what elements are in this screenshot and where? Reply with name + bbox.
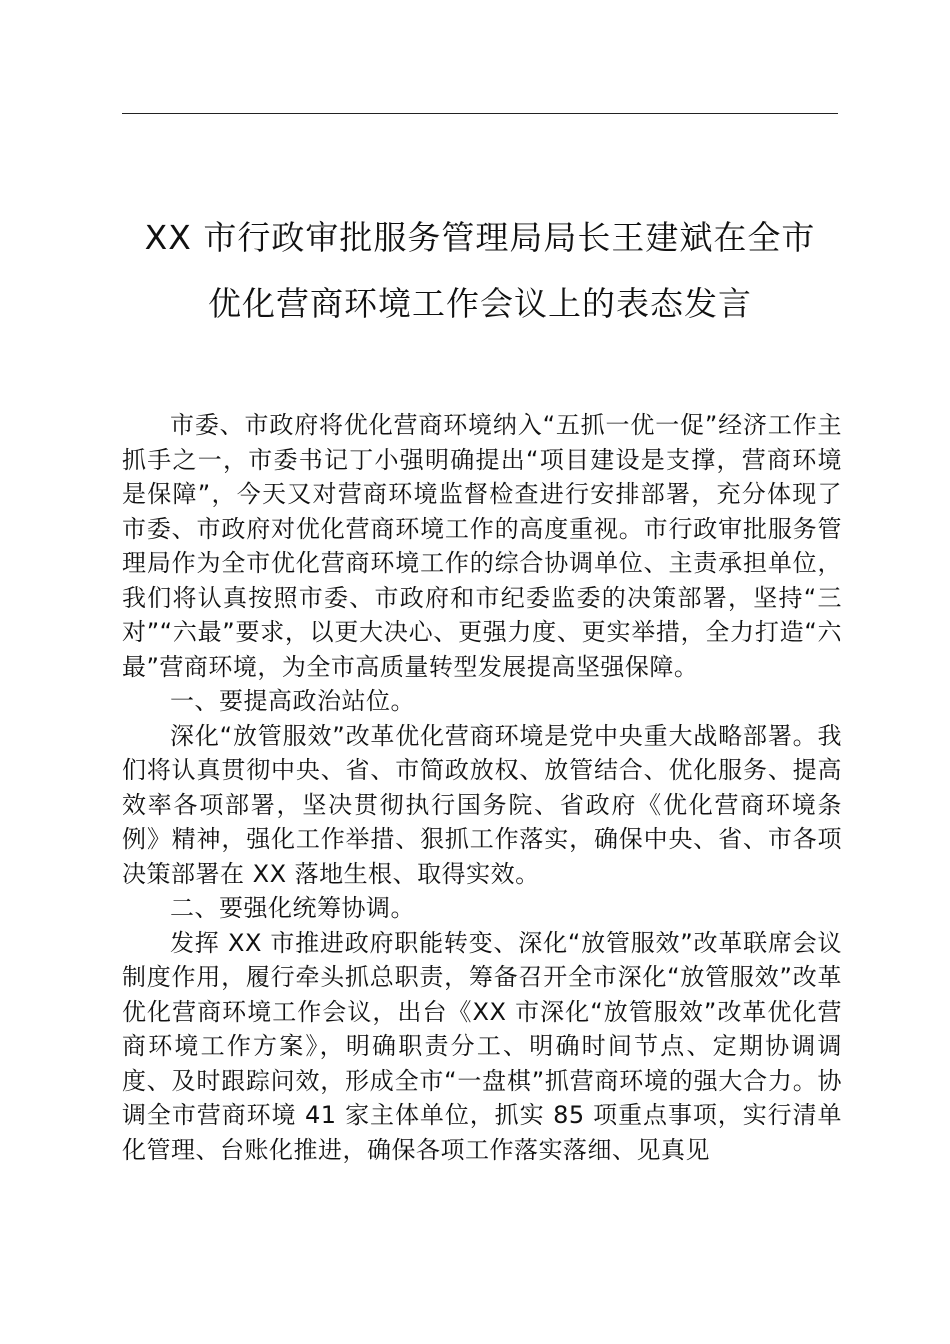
document-body: [122, 408, 842, 1167]
document-title: [100, 205, 860, 337]
section-heading-1: 一、要提高政治站位。: [170, 687, 415, 715]
paragraph-intro: 市委、市政府将优化营商环境纳入“五抓一优一促”经济工作主抓手之一，市委书记丁小强明确提出“项目建设是支撑，营商环境是保障”，今天又对营商环境监督检查进行安排部署，充分体现了市委、市政府对优化营商环境工作的高度重视。市行政审批服务管理局作为全市优化营商环境工作的综合协调单位、主责承担单位，我们将认真按照市委、市政府和市纪委监委的决策部署，坚持“三对”“六最”要求，以更大决心、更强力度、更实举措，全力打造“六最”营商环境，为全市高质量转型发展提高坚强保障。: [122, 411, 842, 681]
title-line-2: 优化营商环境工作会议上的表态发言: [208, 284, 752, 323]
title-line-1: XX 市行政审批服务管理局局长王建斌在全市: [144, 218, 816, 257]
paragraph-section-1: 深化“放管服效”改革优化营商环境是党中央重大战略部署。我们将认真贯彻中央、省、市简政放权、放管结合、优化服务、提高效率各项部署，坚决贯彻执行国务院、省政府《优化营商环境条例》精神，强化工作举措、狠抓工作落实，确保中央、省、市各项决策部署在 XX 落地生根、取得实效。: [122, 721, 842, 888]
paragraph-section-2: 发挥 XX 市推进政府职能转变、深化“放管服效”改革联席会议制度作用，履行牵头抓总职责，筹备召开全市深化“放管服效”改革优化营商环境工作会议，出台《XX 市深化“放管服效”改革优化营商环境工作方案》，明确职责分工、明确时间节点、定期协调调度、及时跟踪问效，形成全市“一盘棋”抓营商环境的强大合力。协调全市营商环境 41 家主体单位，抓实 85 项重点事项，实行清单化管理、台账化推进，确保各项工作落实落细、见真见: [122, 928, 842, 1164]
header-rule: [122, 113, 838, 114]
section-heading-2: 二、要强化统筹协调。: [170, 894, 415, 922]
